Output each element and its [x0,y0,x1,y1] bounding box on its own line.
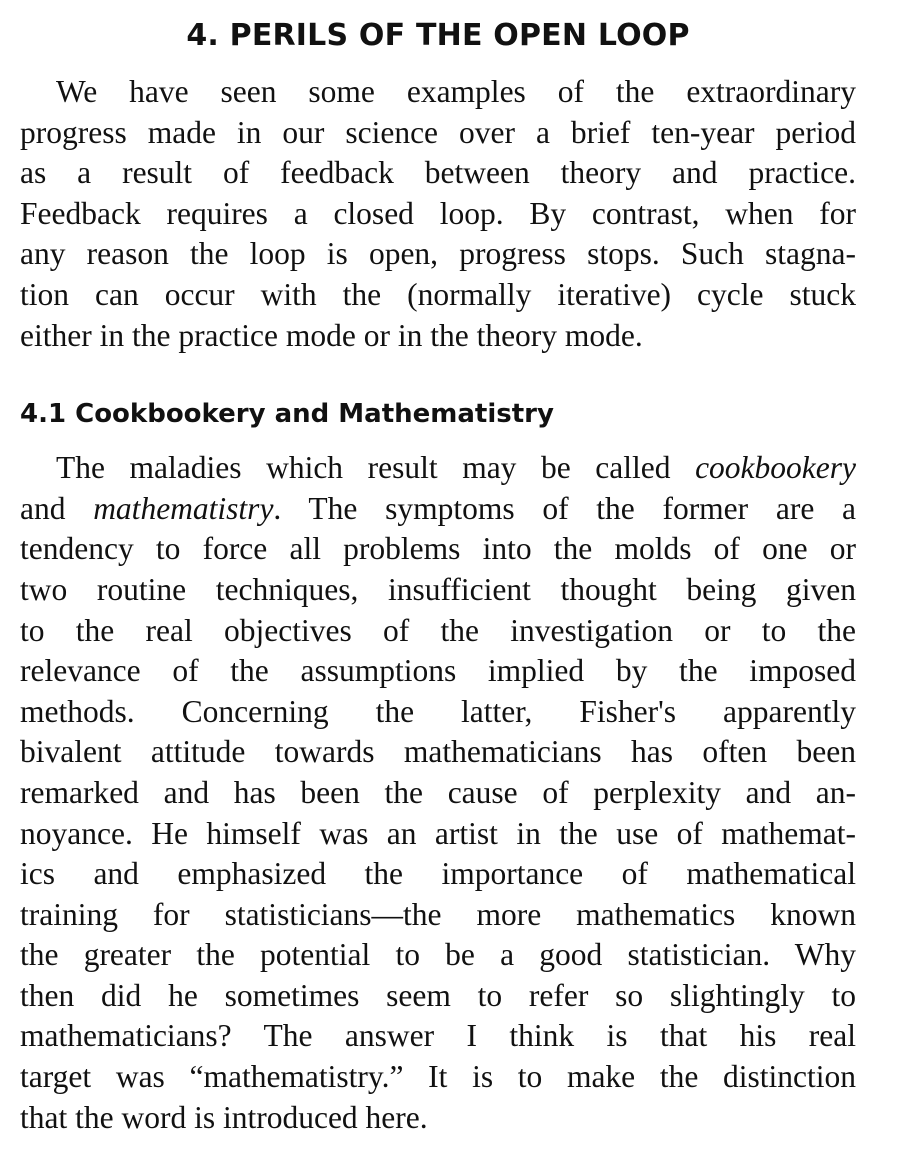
text-line: noyance. He himself was an artist in the use of mathemat- [20,815,856,851]
text-line: two routine techniques, insufficient thought being given [20,571,856,607]
text-line: any reason the loop is open, progress stops. Such stagna- [20,236,856,272]
text-line: Feedback requires a closed loop. By contrast, when for [20,195,856,231]
text-line: relevance of the assumptions implied by the imposed [20,653,856,689]
text-run: The maladies which result may be called [56,450,696,486]
text-line: progress made in our science over a brief ten-year period [20,114,856,150]
text-line: tendency to force all problems into the molds of one or [20,531,856,567]
text-line: mathematicians? The answer I think is that his real [20,1018,856,1054]
text-line: that the word is introduced here. [20,1099,428,1135]
text-run: . The symptoms of the former are a [273,490,856,526]
text-run: and [20,490,94,526]
paragraph-maladies [20,448,856,1138]
text-line: training for statisticians—the more mathematics known [20,896,856,932]
term-cookbookery: cookbookery [695,450,856,486]
text-line: ics and emphasized the importance of mathematical [20,856,856,892]
text-line: then did he sometimes seem to refer so slightingly to [20,977,856,1013]
text-line: We have seen some examples of the extraordinary [56,74,856,109]
text-line: bivalent attitude towards mathematicians has often been [20,734,856,770]
paragraph-intro [20,72,856,356]
text-line: methods. Concerning the latter, Fisher's apparently [20,693,856,729]
text-line: to the real objectives of the investigation or to the [20,612,856,648]
text-line [20,489,856,530]
text-line: as a result of feedback between theory and practice. [20,155,856,191]
text-line: remarked and has been the cause of perplexity and an- [20,774,856,810]
term-mathematistry: mathematistry [93,490,274,526]
text-line [20,448,856,489]
text-line: target was “mathematistry.” It is to make the distinction [20,1059,856,1095]
text-line: tion can occur with the (normally iterative) cycle stuck [20,276,856,312]
text-line: either in the practice mode or in the theory mode. [20,317,643,353]
subsection-heading: 4.1 Cookbookery and Mathematistry [20,399,554,430]
document-page [20,0,856,1138]
text-line: the greater the potential to be a good statistician. Why [20,937,856,973]
section-heading: 4. PERILS OF THE OPEN LOOP [186,18,690,53]
